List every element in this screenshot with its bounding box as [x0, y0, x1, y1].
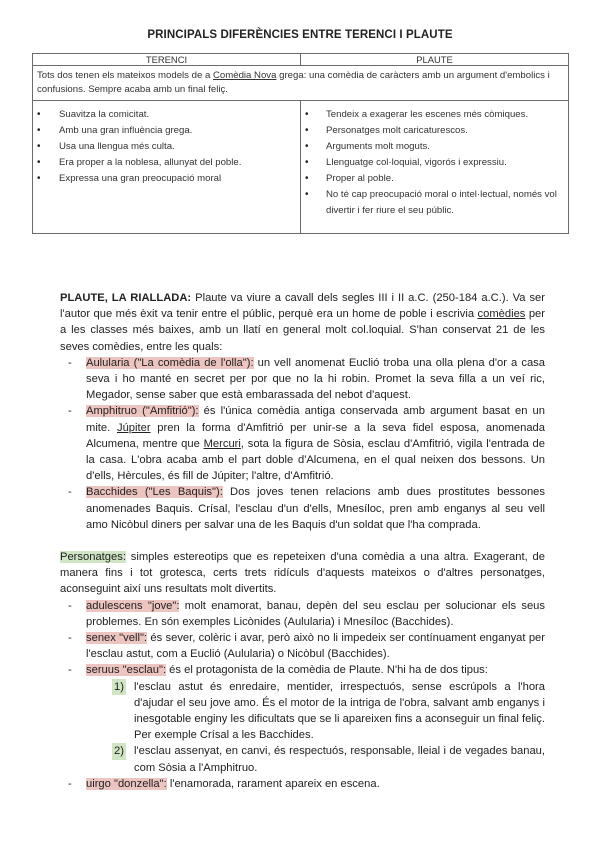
terenci-trait: • Usa una llengua més culta.	[33, 139, 300, 155]
character-label: uirgo "donzella":	[86, 777, 167, 790]
shared-models-row: Tots dos tenen els mateixos models de a Comèdia Nova grega: una comèdia de caràcters amb un argument d'embolics i confusions. Sempre acaba amb un final feliç.	[33, 66, 569, 101]
terenci-trait: • Era proper a la noblesa, allunyat del poble.	[33, 155, 300, 171]
character-item: - adulescens "jove": molt enamorat, banau, depèn del seu esclau per solucionar els seus problemes. En són exemples Licònides (Aulularia) i Mnesíloc (Bacchides).	[60, 598, 545, 630]
header-terenci: TERENCI	[33, 54, 301, 66]
plaute-column	[301, 101, 569, 234]
character-label: senex "vell":	[86, 632, 148, 645]
slave-type-number: 2)	[112, 743, 126, 759]
terenci-trait: • Amb una gran influència grega.	[33, 123, 300, 139]
comparison-table	[32, 53, 569, 234]
slave-type-item: 2) l'esclau assenyat, en canvi, és respectuós, responsable, lleial i de vegades banau, com Sòsia a l'Amphitruo.	[114, 745, 545, 774]
plaute-trait: • Arguments molt moguts.	[301, 139, 568, 155]
characters-list	[60, 598, 545, 792]
work-item: - Bacchides ("Les Baquis"): Dos joves tenen relacions amb dues prostitutes bessones anomenades Baquis. Crísal, l'esclau d'un d'ells, Mnesíloc, pren amb enganys al seu vell amo Nicòbul diners per salvar una de les Baquis d'un soldat que l'ha comprada.	[60, 484, 545, 533]
terenci-trait: • Expressa una gran preocupació moral	[33, 171, 300, 187]
terenci-column	[33, 101, 301, 234]
works-list	[60, 355, 545, 533]
comedies-link[interactable]: comèdies	[477, 308, 526, 321]
work-item: - Aulularia ("La comèdia de l'olla"): un vell anomenat Euclió troba una olla plena d'or a casa seva i ho manté en secret per por que no la hi robin. Promet la seva filla a un veí ric, Megador, sense saber que està embarassada del nebot d'aquest.	[60, 355, 545, 404]
character-label: adulescens "jove":	[86, 599, 180, 612]
work-item: - Amphitruo ("Amfitrió"): és l'única comèdia antiga conservada amb argument basat en un mite. Júpiter pren la forma d'Amfitrió per unir-se a la seva fidel esposa, anomenada Alcumena, mentre que Mercuri, sota la figura de Sòsia, esclau d'Amfitrió, vigila l'entrada de la casa. L'obra acaba amb el part doble d'Alcumena, en el qual neixen dos bessons. Un d'ells, Hèrcules, és fill de Júpiter; l'altre, d'Amfitrió.	[60, 403, 545, 484]
section-heading: PLAUTE, LA RIALLADA:	[60, 292, 192, 304]
work-title: Aulularia ("La comèdia de l'olla"):	[86, 356, 254, 369]
main-text	[60, 290, 545, 792]
plaute-trait: • Llenguatge col·loquial, vigorós i expressiu.	[301, 155, 568, 171]
personatges-intro: Personatges: simples estereotips que es repeteixen d'una comèdia a una altra. Exagerant, de manera fins i tot grotesca, certs trets ridículs d'aquests mateixos o d'altres personatges, aconseguint així uns resultats molt divertits.	[60, 551, 545, 596]
jupiter-link[interactable]: Júpiter	[116, 421, 151, 434]
personatges-heading: Personatges:	[60, 551, 126, 564]
terenci-trait: • Suavitza la comicitat.	[33, 107, 300, 123]
character-item: - senex "vell": és sever, colèric i avar, però això no li impedeix ser contínuament enganyat per l'esclau astut, com a Euclió (Aulularia) o Nicòbul (Bacchides).	[60, 630, 545, 662]
character-label: seruus "esclau":	[86, 664, 167, 677]
character-item: - uirgo "donzella": l'enamorada, rarament apareix en escena.	[60, 776, 545, 792]
slave-type-item: 1) l'esclau astut és enredaire, mentider, irrespectuós, sense escrúpols a l'hora d'ajudar el seu jove amo. És el motor de la intriga de l'obra, salvant amb enganys i inesgotable enginy les dificultats que se li apareixen fins a aconseguir un final feliç. Per exemple Crísal a les Bacchides.	[114, 680, 545, 742]
comedia-nova-link[interactable]: Comèdia Nova	[212, 70, 277, 81]
slave-type-number: 1)	[112, 679, 126, 695]
header-plaute: PLAUTE	[301, 54, 569, 66]
work-title: Amphitruo ("Amfitrió"):	[86, 405, 199, 418]
plaute-trait: • Personatges molt caricaturescos.	[301, 123, 568, 139]
plaute-trait: • Tendeix a exagerar les escenes més còmiques.	[301, 107, 568, 123]
work-title: Bacchides ("Les Baquis"):	[86, 486, 223, 499]
slave-types-list	[86, 679, 545, 776]
page-title: PRINCIPALS DIFERÈNCIES ENTRE TERENCI I PLAUTE	[147, 29, 453, 41]
plaute-trait: • Proper al poble.	[301, 171, 568, 187]
plaute-trait: • No té cap preocupació moral o intel·lectual, només vol divertir i fer riure el seu públic.	[301, 187, 568, 219]
mercuri-link[interactable]: Mercuri	[203, 437, 241, 450]
plaute-intro: PLAUTE, LA RIALLADA: Plaute va viure a cavall dels segles III i II a.C. (250-184 a.C.). Va ser l'autor que més èxit va tenir entre el públic, perquè era un home de poble i escrivia comèdies per a les classes més baixes, amb un llatí en general molt col.loquial. S'han conservat 21 de les seves comèdies, entre les quals:	[60, 292, 545, 353]
character-item: - seruus "esclau": és el protagonista de la comèdia de Plaute. N'hi ha de dos tipus: 1) l'esclau astut és enredaire, mentider, irrespectuós, sense escrúpols a l'hora d'ajudar el seu jove amo. És el motor de la intriga de l'obra, salvant amb enganys i inesgotable enginy les dificultats que se li apareixen fins a aconseguir un final feliç. Per exemple Crísal a les Bacchides. 2) l'esclau assenyat, en canvi, és respectuós, responsable, lleial i de vegades banau, com Sòsia a l'Amphitruo.	[60, 662, 545, 775]
